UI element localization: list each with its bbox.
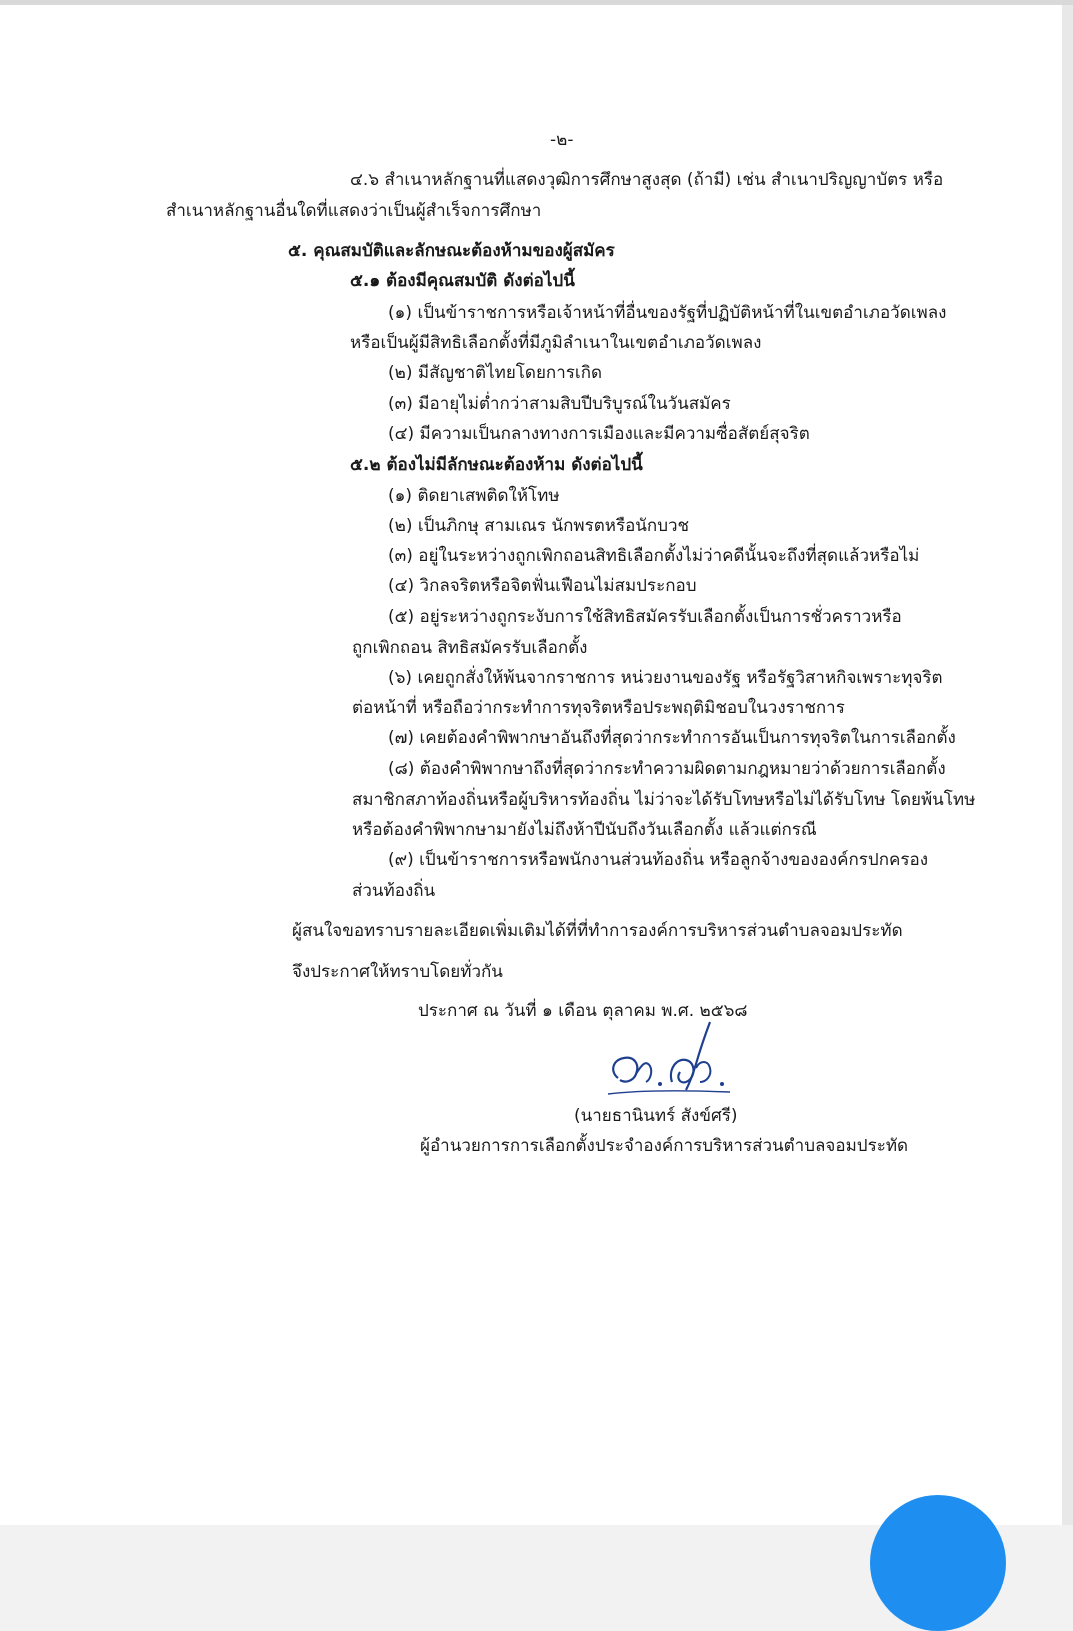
s52-item1: (๑) ติดยาเสพติดให้โทษ — [388, 486, 560, 506]
s52-item2: (๒) เป็นภิกษุ สามเณร นักพรตหรือนักบวช — [388, 516, 690, 536]
s52-item6-line2: ต่อหน้าที่ หรือถือว่ากระทำการทุจริตหรือประพฤติมิชอบในวงราชการ — [352, 698, 845, 718]
right-edge — [1062, 5, 1073, 1525]
section5-heading: ๕. คุณสมบัติและลักษณะต้องห้ามของผู้สมัคร — [288, 241, 615, 261]
s51-item3: (๓) มีอายุไม่ต่ำกว่าสามสิบปีบริบูรณ์ในวันสมัคร — [388, 394, 731, 414]
s52-item5-line2: ถูกเพิกถอน สิทธิสมัครรับเลือกตั้ง — [352, 638, 588, 658]
item-4-6-line2: สำเนาหลักฐานอื่นใดที่แสดงว่าเป็นผู้สำเร็จการศึกษา — [166, 201, 542, 221]
s52-item5-line1: (๕) อยู่ระหว่างถูกระงับการใช้สิทธิสมัครรับเลือกตั้งเป็นการชั่วคราวหรือ — [388, 607, 902, 627]
signature-name: (นายธานินทร์ สังข์ศรี) — [574, 1106, 738, 1126]
s52-item3: (๓) อยู่ในระหว่างถูกเพิกถอนสิทธิเลือกตั้งไม่ว่าคดีนั้นจะถึงที่สุดแล้วหรือไม่ — [388, 546, 920, 566]
signature-image — [600, 1020, 740, 1100]
s52-item7: (๗) เคยต้องคำพิพากษาอันถึงที่สุดว่ากระทำการอันเป็นการทุจริตในการเลือกตั้ง — [388, 728, 956, 748]
item-4-6-line1: ๔.๖ สำเนาหลักฐานที่แสดงวุฒิการศึกษาสูงสุด (ถ้ามี) เช่น สำเนาปริญญาบัตร หรือ — [350, 170, 944, 190]
s52-item4: (๔) วิกลจริตหรือจิตฟั่นเฟือนไม่สมประกอบ — [388, 576, 697, 596]
s51-item2: (๒) มีสัญชาติไทยโดยการเกิด — [388, 363, 603, 383]
section5-2-heading: ๕.๒ ต้องไม่มีลักษณะต้องห้าม ดังต่อไปนี้ — [350, 455, 643, 475]
signature-title: ผู้อำนวยการการเลือกตั้งประจำองค์การบริหารส่วนตำบลจอมประทัด — [420, 1136, 909, 1156]
date-line: ประกาศ ณ วันที่ ๑ เดือน ตุลาคม พ.ศ. ๒๕๖๘ — [418, 1001, 748, 1021]
contact-note: ผู้สนใจขอทราบรายละเอียดเพิ่มเติมได้ที่ที่ทำการองค์การบริหารส่วนตำบลจอมประทัด — [292, 921, 903, 941]
section5-1-heading: ๕.๑ ต้องมีคุณสมบัติ ดังต่อไปนี้ — [350, 271, 575, 291]
s52-item9-line2: ส่วนท้องถิ่น — [352, 881, 436, 901]
s52-item8-line3: หรือต้องคำพิพากษามายังไม่ถึงห้าปีนับถึงวันเลือกตั้ง แล้วแต่กรณี — [352, 820, 817, 840]
s51-item4: (๔) มีความเป็นกลางทางการเมืองและมีความซื่อสัตย์สุจริต — [388, 424, 810, 444]
announce-note: จึงประกาศให้ทราบโดยทั่วกัน — [292, 962, 503, 982]
document-page — [0, 5, 1062, 1525]
s51-item1-line1: (๑) เป็นข้าราชการหรือเจ้าหน้าที่อื่นของรัฐที่ปฏิบัติหน้าที่ในเขตอำเภอวัดเพลง — [388, 303, 947, 323]
s51-item1-line2: หรือเป็นผู้มีสิทธิเลือกตั้งที่มีภูมิลำเนาในเขตอำเภอวัดเพลง — [350, 333, 762, 353]
s52-item8-line1: (๘) ต้องคำพิพากษาถึงที่สุดว่ากระทำความผิดตามกฎหมายว่าด้วยการเลือกตั้ง — [388, 759, 946, 779]
page-number: -๒- — [550, 130, 574, 150]
floating-action-button[interactable] — [870, 1495, 1006, 1631]
s52-item6-line1: (๖) เคยถูกสั่งให้พ้นจากราชการ หน่วยงานของรัฐ หรือรัฐวิสาหกิจเพราะทุจริต — [388, 668, 943, 688]
s52-item8-line2: สมาชิกสภาท้องถิ่นหรือผู้บริหารท้องถิ่น ไม่ว่าจะได้รับโทษหรือไม่ได้รับโทษ โดยพ้นโทษ — [352, 790, 976, 810]
s52-item9-line1: (๙) เป็นข้าราชการหรือพนักงานส่วนท้องถิ่น หรือลูกจ้างขององค์กรปกครอง — [388, 850, 929, 870]
